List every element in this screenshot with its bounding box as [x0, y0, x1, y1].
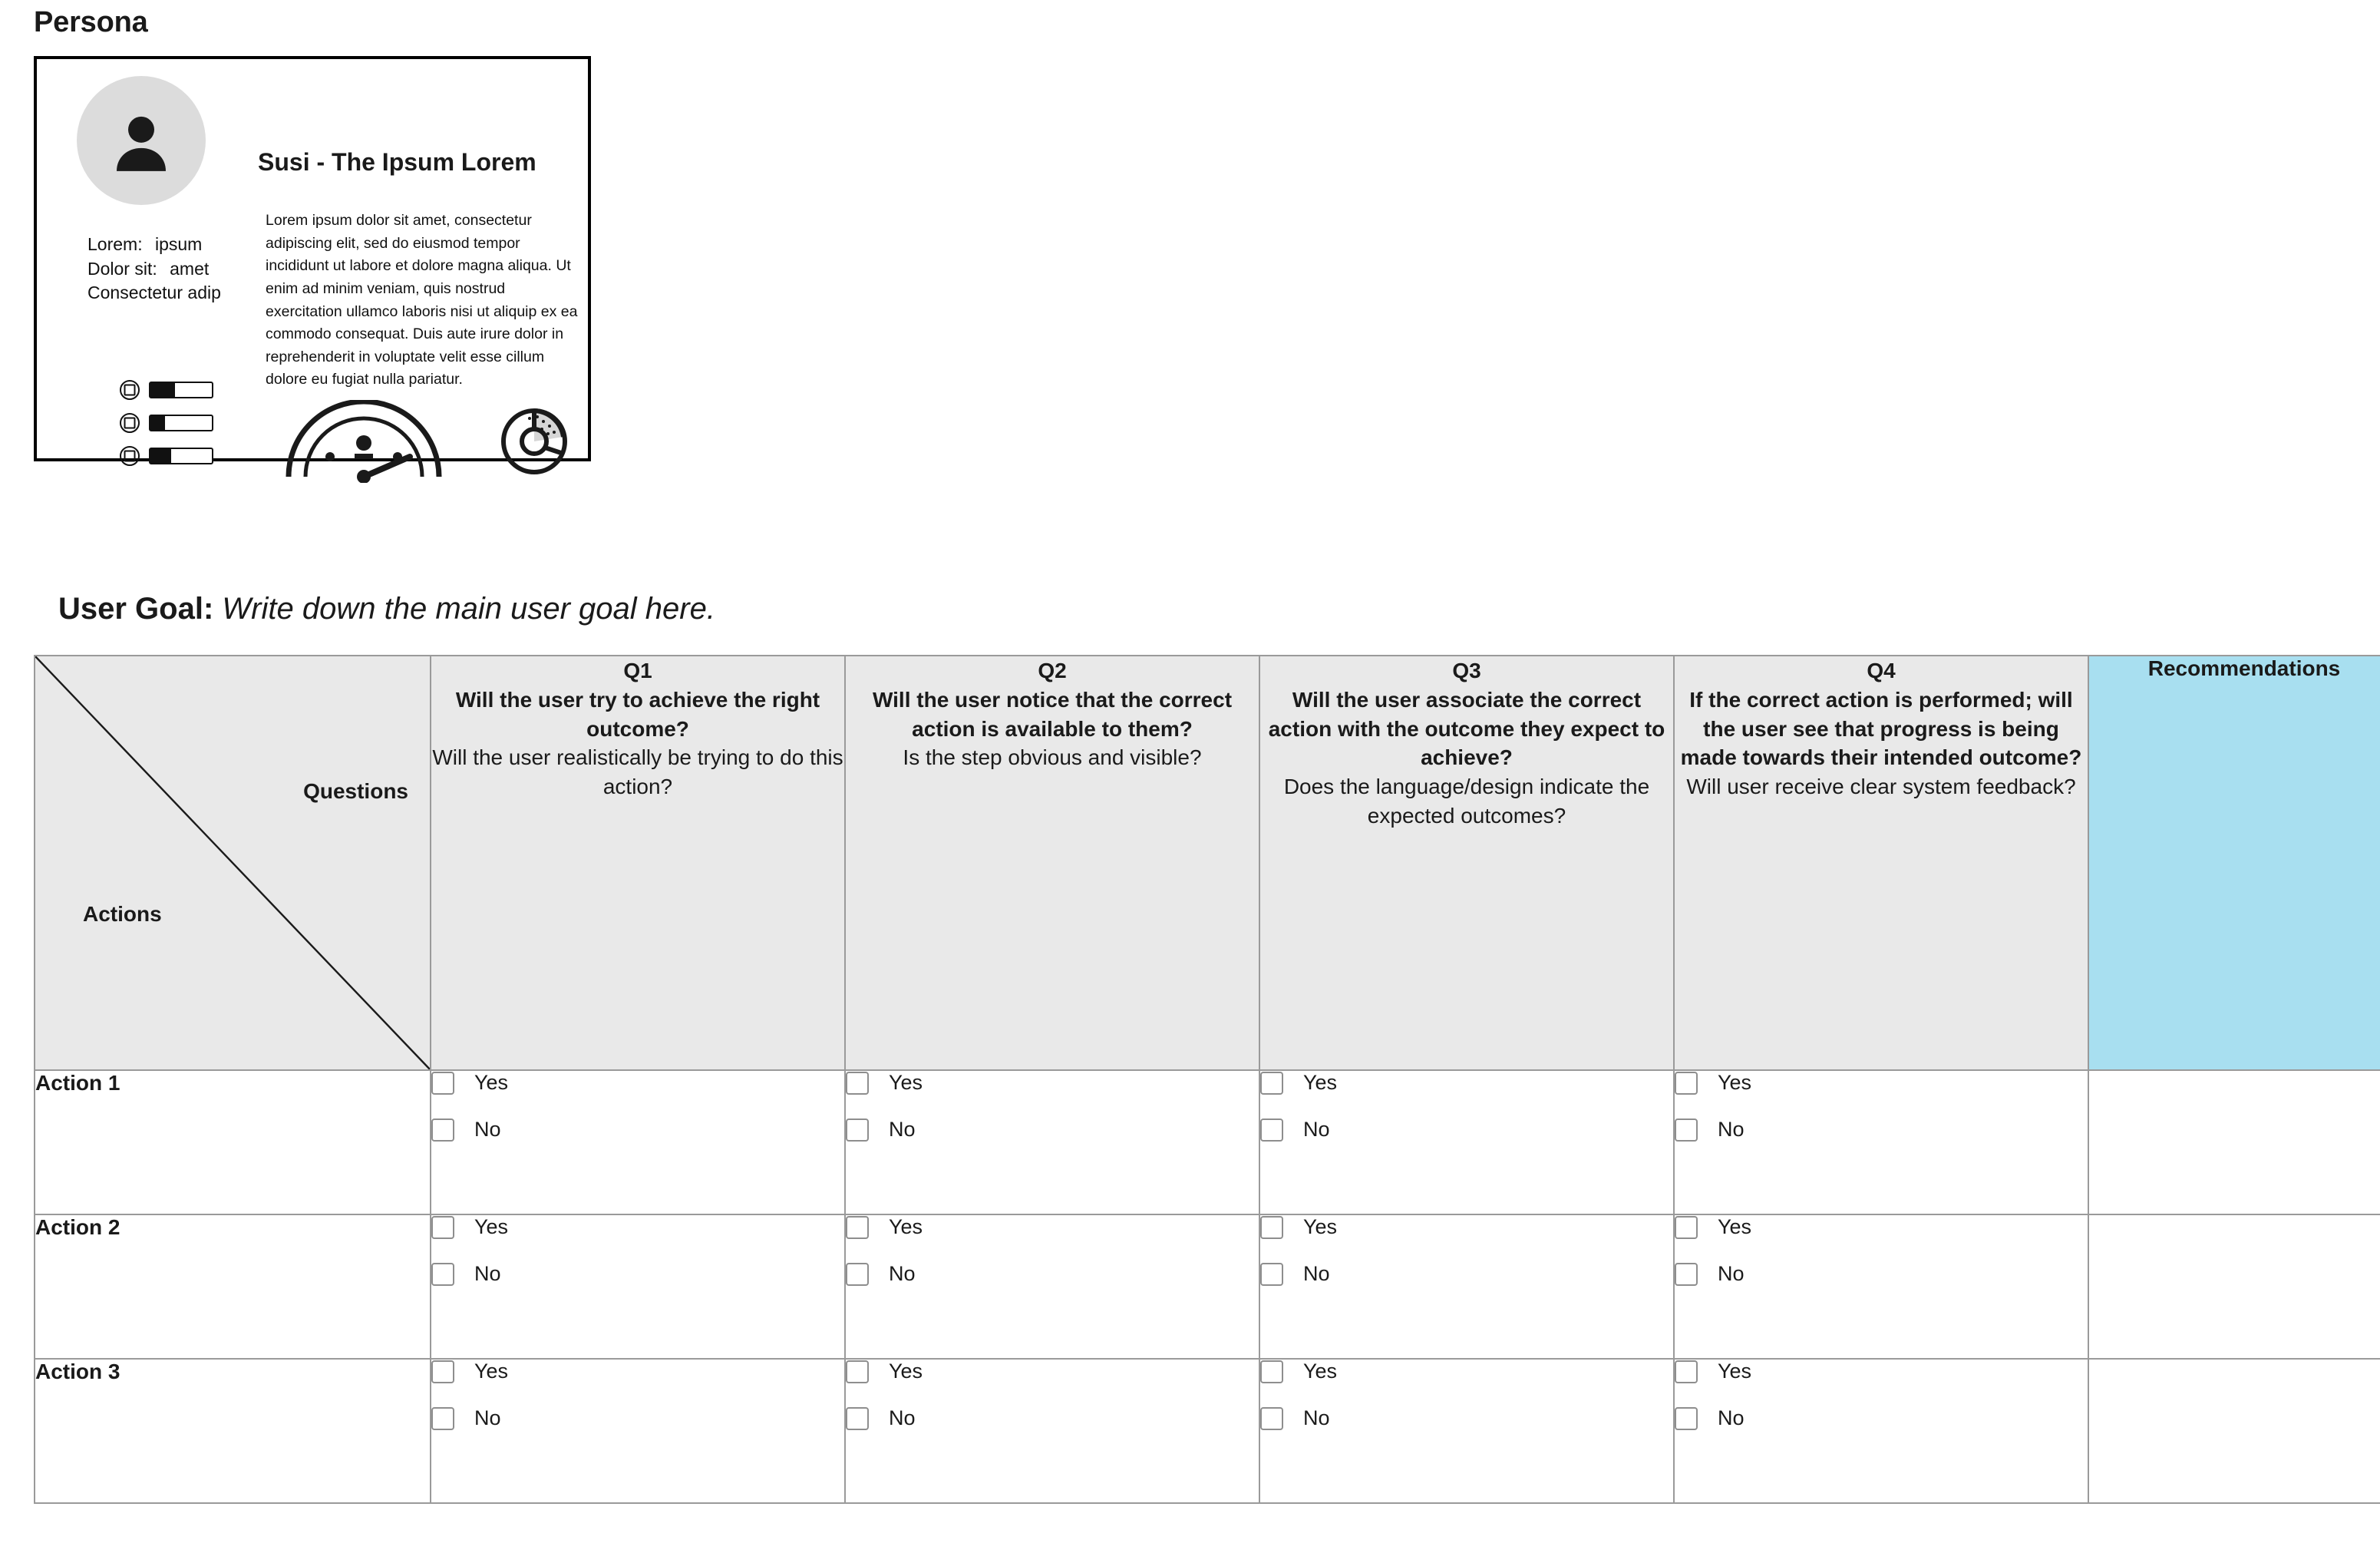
- persona-name: Susi - The Ipsum Lorem: [258, 148, 536, 176]
- meter-bar: [149, 415, 213, 431]
- cell-action3-q1: [431, 1359, 845, 1503]
- no-label: No: [1303, 1118, 1330, 1141]
- actions-axis-label: Actions: [83, 902, 162, 926]
- yes-option[interactable]: [1260, 1071, 1673, 1095]
- no-option[interactable]: [1260, 1262, 1673, 1286]
- no-label: No: [474, 1118, 501, 1141]
- q1-id: Q1: [623, 659, 652, 682]
- checkbox-icon[interactable]: [1260, 1072, 1283, 1095]
- persona-attribute-key: Lorem:: [87, 234, 143, 254]
- persona-attribute-key: Consectetur adip: [87, 283, 221, 303]
- persona-attribute-key: Dolor sit:: [87, 258, 157, 279]
- column-header-q4: [1674, 656, 2088, 1070]
- checkbox-icon[interactable]: [846, 1263, 869, 1286]
- column-header-q3: [1259, 656, 1674, 1070]
- yes-label: Yes: [474, 1215, 509, 1238]
- checkbox-icon[interactable]: [1260, 1360, 1283, 1383]
- cell-action1-q4: [1674, 1070, 2088, 1214]
- cell-action3-recommendation[interactable]: [2088, 1359, 2380, 1503]
- cell-action1-q3: [1259, 1070, 1674, 1214]
- cell-action1-q1: [431, 1070, 845, 1214]
- no-label: No: [889, 1406, 916, 1429]
- row-label-action-2: Action 2: [35, 1214, 431, 1359]
- meter-fill: [150, 449, 171, 463]
- yes-option[interactable]: [1675, 1360, 2088, 1383]
- checkbox-icon[interactable]: [1675, 1263, 1698, 1286]
- q1-subquestion: Will the user realistically be trying to do this action?: [432, 745, 843, 799]
- row-label-action-3: Action 3: [35, 1359, 431, 1503]
- no-label: No: [889, 1118, 916, 1141]
- no-option[interactable]: [431, 1262, 844, 1286]
- donut-chart-icon: [497, 403, 571, 484]
- persona-attribute-row: [87, 257, 224, 282]
- checkbox-icon[interactable]: [1675, 1407, 1698, 1430]
- no-option[interactable]: [846, 1406, 1259, 1430]
- table-row: [35, 1070, 2380, 1214]
- yes-label: Yes: [889, 1071, 923, 1094]
- q1-question: Will the user try to achieve the right outcome?: [455, 687, 820, 741]
- avatar: [77, 76, 206, 205]
- checkbox-icon[interactable]: [846, 1118, 869, 1142]
- checkbox-icon[interactable]: [846, 1216, 869, 1239]
- q3-subquestion: Does the language/design indicate the expected outcomes?: [1283, 775, 1650, 828]
- yes-option[interactable]: [1675, 1071, 2088, 1095]
- no-label: No: [1303, 1406, 1330, 1429]
- yes-label: Yes: [1718, 1071, 1752, 1094]
- cell-action2-recommendation[interactable]: [2088, 1214, 2380, 1359]
- cell-action3-q4: [1674, 1359, 2088, 1503]
- yes-label: Yes: [889, 1360, 923, 1383]
- no-label: No: [1303, 1262, 1330, 1285]
- yes-label: Yes: [1718, 1360, 1752, 1383]
- q3-question: Will the user associate the correct action with the outcome they expect to achieve?: [1268, 687, 1665, 770]
- meter-bar: [149, 382, 213, 398]
- no-option[interactable]: [846, 1262, 1259, 1286]
- yes-option[interactable]: [846, 1360, 1259, 1383]
- yes-label: Yes: [1303, 1071, 1338, 1094]
- yes-label: Yes: [1303, 1215, 1338, 1238]
- persona-meter-row: [120, 446, 235, 466]
- yes-option[interactable]: [1675, 1215, 2088, 1239]
- checkbox-icon[interactable]: [1675, 1360, 1698, 1383]
- meter-icon-2: [120, 413, 140, 433]
- checkbox-icon[interactable]: [1260, 1263, 1283, 1286]
- no-label: No: [1718, 1118, 1745, 1141]
- yes-label: Yes: [1718, 1215, 1752, 1238]
- questions-axis-label: Questions: [303, 779, 408, 803]
- q3-id: Q3: [1452, 659, 1481, 682]
- page-title: Persona: [34, 6, 148, 38]
- persona-attribute-row: [87, 233, 224, 257]
- cell-action2-q2: [845, 1214, 1259, 1359]
- no-option[interactable]: [846, 1118, 1259, 1142]
- yes-option[interactable]: [431, 1360, 844, 1383]
- persona-meter-row: [120, 380, 235, 400]
- no-option[interactable]: [431, 1118, 844, 1142]
- table-row: [35, 1359, 2380, 1503]
- cell-action3-q3: [1259, 1359, 1674, 1503]
- table-corner-header: [35, 656, 431, 1070]
- yes-label: Yes: [474, 1360, 509, 1383]
- meter-icon-1: [120, 380, 140, 400]
- checkbox-icon[interactable]: [1260, 1407, 1283, 1430]
- walkthrough-table: [34, 655, 2379, 1504]
- checkbox-icon[interactable]: [1260, 1216, 1283, 1239]
- yes-option[interactable]: [431, 1071, 844, 1095]
- no-option[interactable]: [1675, 1262, 2088, 1286]
- cell-action1-q2: [845, 1070, 1259, 1214]
- q2-subquestion: Is the step obvious and visible?: [903, 745, 1202, 770]
- persona-meters: [120, 380, 235, 479]
- checkbox-icon[interactable]: [431, 1407, 454, 1430]
- table-header-row: [35, 656, 2380, 1070]
- yes-label: Yes: [889, 1215, 923, 1238]
- checkbox-icon[interactable]: [431, 1118, 454, 1142]
- persona-identity-block: [58, 76, 224, 306]
- persona-meter-row: [120, 413, 235, 433]
- cell-action2-q4: [1674, 1214, 2088, 1359]
- checkbox-icon[interactable]: [1675, 1118, 1698, 1142]
- user-goal-label: User Goal:: [58, 592, 214, 626]
- yes-option[interactable]: [1260, 1360, 1673, 1383]
- yes-option[interactable]: [431, 1215, 844, 1239]
- no-option[interactable]: [1675, 1118, 2088, 1142]
- checkbox-icon[interactable]: [1675, 1072, 1698, 1095]
- q2-question: Will the user notice that the correct action is available to them?: [872, 687, 1233, 741]
- q4-question: If the correct action is performed; will the user see that progress is being made towards their intended outcome?: [1680, 687, 2082, 770]
- meter-fill: [150, 416, 165, 430]
- cell-action1-recommendation[interactable]: [2088, 1070, 2380, 1214]
- cell-action2-q1: [431, 1214, 845, 1359]
- cell-action2-q3: [1259, 1214, 1674, 1359]
- q4-id: Q4: [1867, 659, 1896, 682]
- no-option[interactable]: [1260, 1406, 1673, 1430]
- no-option[interactable]: [1260, 1118, 1673, 1142]
- yes-option[interactable]: [846, 1071, 1259, 1095]
- persona-card: [34, 56, 591, 461]
- column-header-q1: [431, 656, 845, 1070]
- yes-option[interactable]: [846, 1215, 1259, 1239]
- no-option[interactable]: [431, 1406, 844, 1430]
- checkbox-icon[interactable]: [846, 1072, 869, 1095]
- yes-label: Yes: [1303, 1360, 1338, 1383]
- column-header-recommendations: Recommendations: [2088, 656, 2380, 1070]
- checkbox-icon[interactable]: [1260, 1118, 1283, 1142]
- checkbox-icon[interactable]: [846, 1360, 869, 1383]
- checkbox-icon[interactable]: [431, 1072, 454, 1095]
- no-label: No: [1718, 1406, 1745, 1429]
- persona-description: Lorem ipsum dolor sit amet, consectetur adipiscing elit, sed do eiusmod tempor incididunt ut labore et dolore magna aliqua. Ut enim ad minim veniam, quis nostrud exercitation ullamco laboris nisi ut aliquip ex ea commodo consequat. Duis aute irure dolor in reprehenderit in voluptate velit esse cillum dolore eu fugiat nulla pariatur.: [266, 212, 578, 388]
- column-header-q2: [845, 656, 1259, 1070]
- persona-attributes: [58, 233, 224, 306]
- no-label: No: [474, 1262, 501, 1285]
- checkbox-icon[interactable]: [431, 1360, 454, 1383]
- checkbox-icon[interactable]: [846, 1407, 869, 1430]
- checkbox-icon[interactable]: [431, 1216, 454, 1239]
- cognitive-walkthrough-worksheet: [0, 6, 2380, 1504]
- no-label: No: [474, 1406, 501, 1429]
- no-option[interactable]: [1675, 1406, 2088, 1430]
- q4-subquestion: Will user receive clear system feedback?: [1686, 775, 2076, 799]
- user-goal-value[interactable]: Write down the main user goal here.: [222, 592, 715, 626]
- q2-id: Q2: [1038, 659, 1067, 682]
- persona-attribute-value: amet: [170, 258, 210, 279]
- persona-attribute-value: ipsum: [154, 234, 203, 254]
- meter-icon-3: [120, 446, 140, 466]
- checkbox-icon[interactable]: [431, 1263, 454, 1286]
- row-label-action-1: Action 1: [35, 1070, 431, 1214]
- meter-fill: [150, 383, 175, 397]
- no-label: No: [889, 1262, 916, 1285]
- cell-action3-q2: [845, 1359, 1259, 1503]
- user-goal: [58, 590, 2380, 627]
- meter-bar: [149, 448, 213, 464]
- no-label: No: [1718, 1262, 1745, 1285]
- yes-label: Yes: [474, 1071, 509, 1094]
- checkbox-icon[interactable]: [1675, 1216, 1698, 1239]
- gauge-chart-icon: [281, 400, 447, 487]
- yes-option[interactable]: [1260, 1215, 1673, 1239]
- persona-attribute-row: [87, 281, 224, 306]
- table-row: [35, 1214, 2380, 1359]
